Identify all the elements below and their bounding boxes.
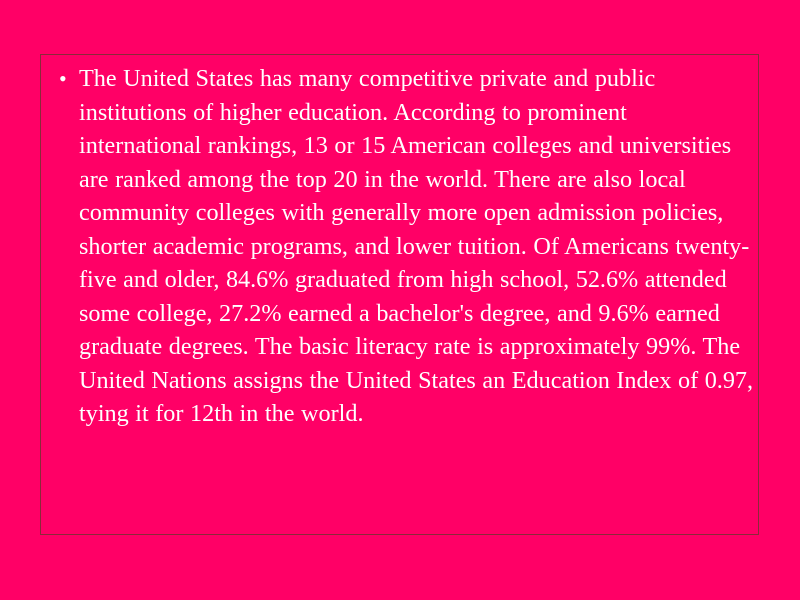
bullet-item-education (59, 62, 755, 431)
text-placeholder-box (40, 54, 759, 535)
bullet-marker: • (59, 66, 67, 91)
bullet-text: The United States has many competitive private and public institutions of higher education. According to prominent international rankings, 13 or 15 American colleges and universities are ranked among the top 20 in the world. There are also local community colleges with generally more open admission policies, shorter academic programs, and lower tuition. Of Americans twenty-five and older, 84.6% graduated from high school, 52.6% attended some college, 27.2% earned a bachelor's degree, and 9.6% earned graduate degrees. The basic literacy rate is approximately 99%. The United Nations assigns the United States an Education Index of 0.97, tying it for 12th in the world. (79, 65, 754, 427)
